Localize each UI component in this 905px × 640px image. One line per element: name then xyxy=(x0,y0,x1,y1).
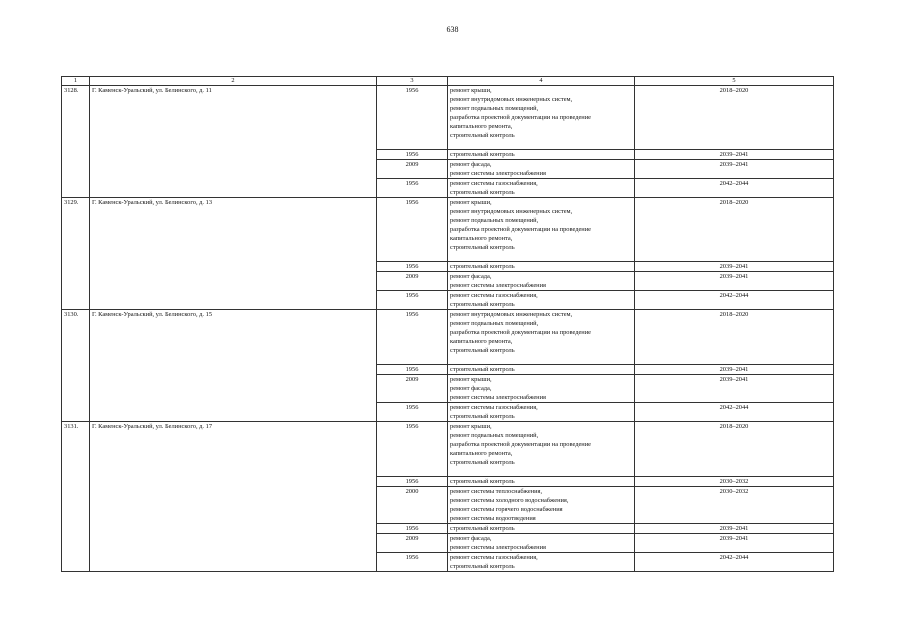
work-list xyxy=(448,272,635,291)
record-number: 3129. xyxy=(62,198,90,310)
work-list xyxy=(448,179,635,198)
build-year: 2009 xyxy=(377,375,448,403)
build-year: 2009 xyxy=(377,534,448,553)
work-list xyxy=(448,422,635,477)
work-item: капитального ремонта, xyxy=(450,450,513,457)
work-item: строительный контроль xyxy=(450,347,515,354)
header-col-1: 1 xyxy=(62,77,90,86)
record-number: 3128. xyxy=(62,86,90,198)
repair-period: 2039–2041 xyxy=(635,375,834,403)
work-item: строительный контроль xyxy=(450,478,515,485)
work-item: ремонт подвальных помещений, xyxy=(450,432,539,439)
capital-repair-table xyxy=(61,76,834,572)
table-row xyxy=(62,422,834,477)
repair-period: 2039–2041 xyxy=(635,524,834,534)
work-list xyxy=(448,534,635,553)
repair-period: 2039–2041 xyxy=(635,160,834,179)
building-address: Г. Каменск-Уральский, ул. Белинского, д. 17 xyxy=(90,422,377,572)
build-year: 1956 xyxy=(377,86,448,150)
work-list xyxy=(448,262,635,272)
work-item: ремонт системы электроснабжения xyxy=(450,170,546,177)
work-item: ремонт системы водоотведения xyxy=(450,515,536,522)
work-list xyxy=(448,150,635,160)
work-item: строительный контроль xyxy=(450,366,515,373)
work-item: строительный контроль xyxy=(450,413,515,420)
work-item: разработка проектной документации на проведение xyxy=(450,329,591,336)
build-year: 1956 xyxy=(377,150,448,160)
work-item: ремонт внутридомовых инженерных систем, xyxy=(450,208,573,215)
work-item: ремонт фасада, xyxy=(450,161,492,168)
work-item: ремонт системы газоснабжения, xyxy=(450,554,538,561)
build-year: 1956 xyxy=(377,291,448,310)
work-item: строительный контроль xyxy=(450,459,515,466)
work-item: разработка проектной документации на проведение xyxy=(450,114,591,121)
repair-period: 2042–2044 xyxy=(635,179,834,198)
work-item: ремонт системы теплоснабжения, xyxy=(450,488,543,495)
work-item: капитального ремонта, xyxy=(450,235,513,242)
build-year: 1956 xyxy=(377,262,448,272)
repair-period: 2039–2041 xyxy=(635,262,834,272)
build-year: 1956 xyxy=(377,365,448,375)
repair-period: 2039–2041 xyxy=(635,272,834,291)
work-list xyxy=(448,553,635,572)
work-list xyxy=(448,365,635,375)
building-address: Г. Каменск-Уральский, ул. Белинского, д. 13 xyxy=(90,198,377,310)
repair-period: 2039–2041 xyxy=(635,365,834,375)
work-item: строительный контроль xyxy=(450,301,515,308)
work-item: строительный контроль xyxy=(450,244,515,251)
work-item: ремонт системы электроснабжения xyxy=(450,544,546,551)
build-year: 1956 xyxy=(377,179,448,198)
repair-period: 2042–2044 xyxy=(635,291,834,310)
work-item: ремонт системы электроснабжения xyxy=(450,282,546,289)
work-item: ремонт системы газоснабжения, xyxy=(450,404,538,411)
work-item: ремонт системы холодного водоснабжения, xyxy=(450,497,569,504)
work-list xyxy=(448,198,635,262)
work-item: разработка проектной документации на проведение xyxy=(450,226,591,233)
repair-period: 2030–2032 xyxy=(635,477,834,487)
work-list xyxy=(448,403,635,422)
build-year: 2009 xyxy=(377,272,448,291)
building-address: Г. Каменск-Уральский, ул. Белинского, д. 11 xyxy=(90,86,377,198)
table-body xyxy=(62,86,834,572)
build-year: 1956 xyxy=(377,422,448,477)
build-year: 1956 xyxy=(377,403,448,422)
work-item: капитального ремонта, xyxy=(450,123,513,130)
build-year: 2009 xyxy=(377,160,448,179)
build-year: 1956 xyxy=(377,477,448,487)
work-item: ремонт внутридомовых инженерных систем, xyxy=(450,96,573,103)
work-item: ремонт системы электроснабжения xyxy=(450,394,546,401)
work-item: ремонт подвальных помещений, xyxy=(450,320,539,327)
header-col-2: 2 xyxy=(90,77,377,86)
repair-period: 2018–2020 xyxy=(635,86,834,150)
work-item: ремонт фасада, xyxy=(450,385,492,392)
work-item: строительный контроль xyxy=(450,525,515,532)
work-list xyxy=(448,310,635,365)
build-year: 1956 xyxy=(377,310,448,365)
repair-period: 2018–2020 xyxy=(635,198,834,262)
header-col-3: 3 xyxy=(377,77,448,86)
table-row xyxy=(62,198,834,262)
work-list xyxy=(448,86,635,150)
repair-period: 2030–2032 xyxy=(635,487,834,524)
header-row xyxy=(62,77,834,86)
table-row xyxy=(62,86,834,150)
repair-period: 2042–2044 xyxy=(635,403,834,422)
work-item: ремонт внутридомовых инженерных систем, xyxy=(450,311,573,318)
repair-period: 2018–2020 xyxy=(635,422,834,477)
repair-period: 2039–2041 xyxy=(635,534,834,553)
work-item: ремонт подвальных помещений, xyxy=(450,217,539,224)
record-number: 3130. xyxy=(62,310,90,422)
work-item: ремонт фасада, xyxy=(450,273,492,280)
repair-period: 2039–2041 xyxy=(635,150,834,160)
work-list xyxy=(448,487,635,524)
building-address: Г. Каменск-Уральский, ул. Белинского, д. 15 xyxy=(90,310,377,422)
work-item: ремонт подвальных помещений, xyxy=(450,105,539,112)
header-col-4: 4 xyxy=(448,77,635,86)
build-year: 1956 xyxy=(377,198,448,262)
work-item: строительный контроль xyxy=(450,563,515,570)
work-item: ремонт системы горячего водоснабжения xyxy=(450,506,563,513)
work-list xyxy=(448,291,635,310)
work-list xyxy=(448,477,635,487)
work-item: строительный контроль xyxy=(450,132,515,139)
work-list xyxy=(448,524,635,534)
work-item: капитального ремонта, xyxy=(450,338,513,345)
work-item: строительный контроль xyxy=(450,151,515,158)
repair-period: 2042–2044 xyxy=(635,553,834,572)
repair-period: 2018–2020 xyxy=(635,310,834,365)
record-number: 3131. xyxy=(62,422,90,572)
work-item: ремонт фасада, xyxy=(450,535,492,542)
header-col-5: 5 xyxy=(635,77,834,86)
work-list xyxy=(448,160,635,179)
build-year: 1956 xyxy=(377,524,448,534)
work-item: ремонт системы газоснабжения, xyxy=(450,180,538,187)
work-item: ремонт системы газоснабжения, xyxy=(450,292,538,299)
work-item: разработка проектной документации на проведение xyxy=(450,441,591,448)
build-year: 1956 xyxy=(377,553,448,572)
work-list xyxy=(448,375,635,403)
work-item: ремонт крыши, xyxy=(450,199,492,206)
work-item: ремонт крыши, xyxy=(450,423,492,430)
build-year: 2000 xyxy=(377,487,448,524)
table-row xyxy=(62,310,834,365)
page-number: 638 xyxy=(446,25,459,34)
work-item: ремонт крыши, xyxy=(450,87,492,94)
work-item: строительный контроль xyxy=(450,189,515,196)
work-item: строительный контроль xyxy=(450,263,515,270)
work-item: ремонт крыши, xyxy=(450,376,492,383)
